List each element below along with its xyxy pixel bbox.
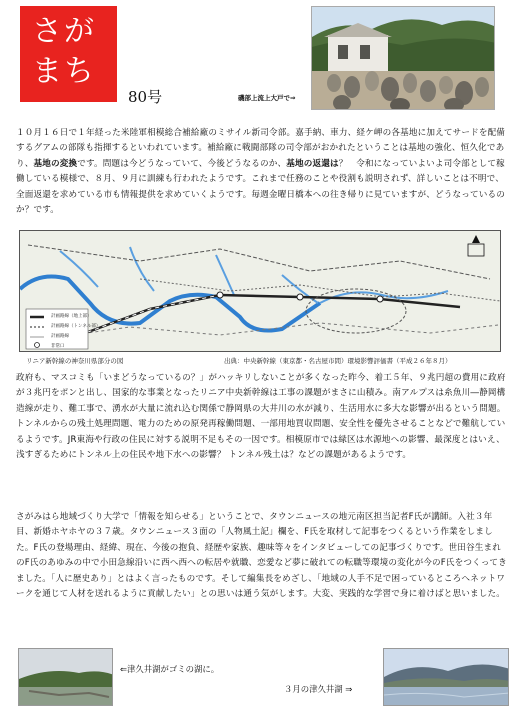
left-photo-caption: ⇐津久井湖がゴミの湖に。 xyxy=(120,664,220,674)
article-linear-shinkansen: 政府も、マスコミも「いまどうなっているの？」がハッキリしないことが多くなった昨今、着工５年、９兆円超の費用に政府が３兆円をポンと出し、国家的な事業となったリニア中央新幹線は工事の課題がまさに山積み。南アルプスは糸魚川―静岡構造線が走り、難工事で、湧水が大量に流れ込む関係で静岡県の大井川の水が減り、生活用水に多大な影響が出るという問題。トンネルからの残土処理問題、電力のための原発再稼働問題、一部用地買収問題、安全性を優先させることなどで難航しているようです。JR東海や行政の住民に対する説明不足もその一因です。相模原市では緑区は水源地への影響、最深度とはいえ、浅すぎるためにトンネル上の住民や地下水への影響？ トンネル残土は？などの課題があるようです。 xyxy=(16,373,506,461)
top-photo-caption: 磯部上流上大戸で⇒ xyxy=(238,94,296,102)
article-town-news: さがみはら地域づくり大学で「情報を知らせる」ということで、タウンニュースの地元南区担当記者F氏が講師。入社３年目、新婚ホヤホヤの３７歳。タウンニュース３面の「人物風土記」欄を、F氏を取材して記事をつくるという作業をしました。F氏の登場理由、経緯、現在、今後の抱負、経歴や家族、趣味等々をインタビューしての記事づくりです。世田谷生まれのF氏のあゆみの中で小田急線沿いに西へ西への転居や就職、恋愛など夢に破れての転職等環境の変化が今のF氏をつくってきました。「人に歴史あり」とはよく言ったものです。そして編集長をめざし、「地域の人手不足で困っているところへネットワークを通じて人材を送れるように貢献したい」との思いは通う気がします。大変、実践的な学習で身に着けばと思いました。 xyxy=(16,512,507,600)
linear-route-map xyxy=(19,230,501,352)
emphasis-base-return: 基地の返還は xyxy=(286,158,339,169)
legend-item: 計画路線（地上部） xyxy=(51,314,92,319)
stone-statues-photo xyxy=(311,6,495,110)
emphasis-base-conversion: 基地の変換 xyxy=(33,158,78,169)
lake-garbage-photo xyxy=(18,648,113,706)
masthead-line-2: まち xyxy=(32,54,96,89)
masthead-logo xyxy=(20,6,117,102)
issue-number: 80号 xyxy=(128,88,163,106)
legend-item: 計画路線 xyxy=(51,334,69,339)
map-legend xyxy=(51,312,100,352)
tsukui-lake-photo xyxy=(383,648,509,706)
article-base-command: １０月１６日で１年経った米陸軍相模総合補給廠のミサイル新司令部。嘉手納、車力、経ケ岬の各基地に加えてサードを配備するグアムの部隊も指揮するといわれています。補給廠に戦闘部隊の司令部がおかれたということは基地の強化、恒久化であり、基地の変換です。問題は今どうなっていて、今後どうなるのか、基地の返還は？ 令和になっていよいよ司令部として稼働している模様で、８月、９月に訓練も行われたようです。これまで任務のことや役割も説明されず、詳しいことは不明で、全面返還を求めている市も情報提供を求めていくようです。毎週金曜日橋本への往き帰りに見ていますが、どうなっているのか？です。 xyxy=(16,128,506,216)
right-photo-caption: ３月の津久井湖 ⇒ xyxy=(284,684,353,694)
map-caption: リニア新幹線の神奈川県部分の図 xyxy=(26,357,124,365)
masthead-line-1: さが xyxy=(32,14,96,49)
map-source: 出典：中央新幹線（東京都・名古屋市間）環境影響評価書（平成２６年８月） xyxy=(224,357,452,365)
legend-item: 計画路線（トンネル部） xyxy=(51,324,101,329)
legend-item: 非常口 xyxy=(51,344,65,349)
